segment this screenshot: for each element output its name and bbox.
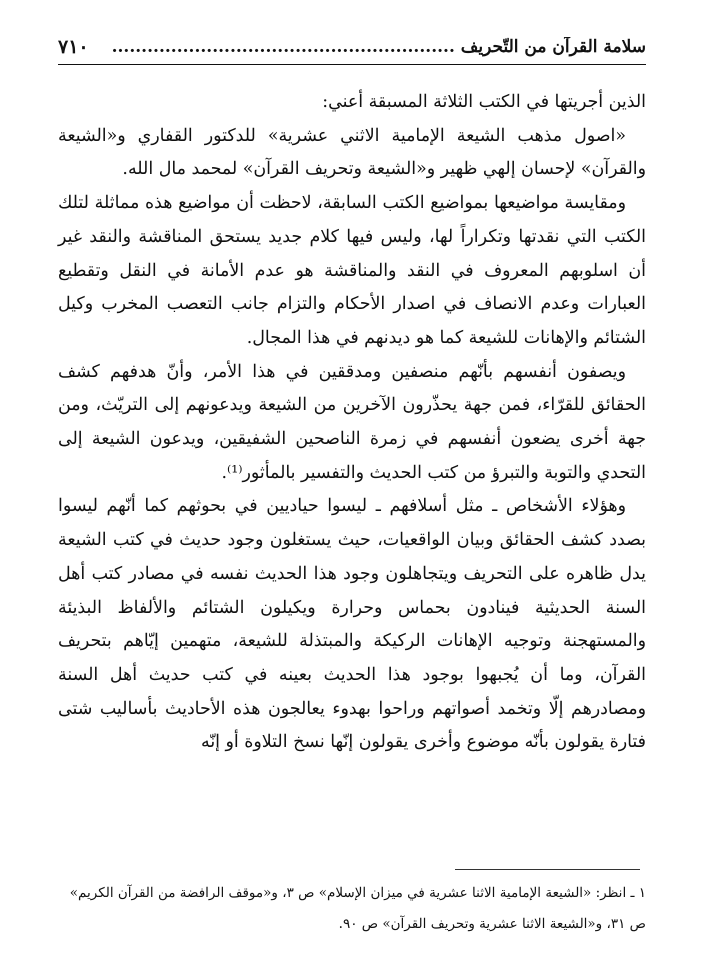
page-header [58,30,646,64]
page-number: ٧١٠ [58,36,89,58]
main-text [58,86,646,760]
paragraph-comparison: ومقايسة مواضيعها بمواضيع الكتب السابقة، لاحظت أن مواضيع هذه مماثلة لتلك الكتب التي نقدتها وتكراراً لها، وليس فيها كلام جديد يستحق المناقشة والنقد غير أن اسلوبهم المعروف في النقد والمناقشة هو عدم الأمانة في النقل وتقطيع العبارات وعدم الانصاف في اصدار الأحكام والتزام جانب التعصب المخرب وكيل الشتائم والإهانات للشيعة كما هو ديدنهم في هذا المجال. [58,193,646,348]
paragraph-intro: الذين أجريتها في الكتب الثلاثة المسبقة أعني: [322,92,646,112]
paragraph-books: «اصول مذهب الشيعة الإمامية الاثني عشرية» للدكتور القفاري و«الشيعة والقرآن» لإحسان إلهي ظهير و«الشيعة وتحريف القرآن» لمحمد مال الله. [58,125,646,180]
footnotes [58,878,646,940]
paragraph-critique: وهؤلاء الأشخاص ـ مثل أسلافهم ـ ليسوا حياديين في بحوثهم كما أنّهم ليسوا بصدد كشف الحقائق وبيان الواقعيات، حيث يستغلون وجود حديث في كتب الشيعة يدل ظاهره على التحريف ويتجاهلون وجود هذا الحديث نفسه في مصادر كتب أهل السنة الحديثية فينادون بحماس وحرارة ويكيلون الشتائم والألفاظ البذيئة والمستهجنة وتوجيه الإهانات الركيكة والمبتذلة للشيعة، متهمين إيّاهم بتحريف القرآن، وما أن يُجبهوا بوجود هذا الحديث بعينه في كتب حديث أهل السنة ومصادرهم إلّا وتخمد أصواتهم وراحوا بهدوء يعالجون هذه الأحاديث بأساليب شتى فتارة يقولون بأنّه موضوع وأخرى يقولون إنّها نسخ التلاوة أو إنّه [58,496,646,753]
paragraph-self-description: ويصفون أنفسهم بأنّهم منصفين ومدققين في هذا الأمر، وأنّ هدفهم كشف الحقائق للقرّاء، فمن جهة يحذّرون الآخرين من الشيعة ويدعونهم إلى التريّث، ومن جهة أخرى يضعون أنفسهم في زمرة الناصحين الشفيقين، ويدعون الشيعة إلى التحدي والتوبة والتبرؤ من كتب الحديث والتفسير بالمأثور⁽¹⁾. [58,361,646,483]
footnote-rule [455,869,640,870]
running-title: سلامة القرآن من التّحريف .......................................................... [111,37,646,57]
footnote-line-2: ص ٣١، و«الشيعة الاثنا عشرية وتحريف القرآن» ص ٩٠. [338,916,646,932]
footnote-line-1: ١ ـ انظر: «الشيعة الإمامية الاثنا عشرية في ميزان الإسلام» ص ٣، و«موقف الرافضة من القرآن الكريم» [69,885,646,901]
header-rule [58,64,646,65]
